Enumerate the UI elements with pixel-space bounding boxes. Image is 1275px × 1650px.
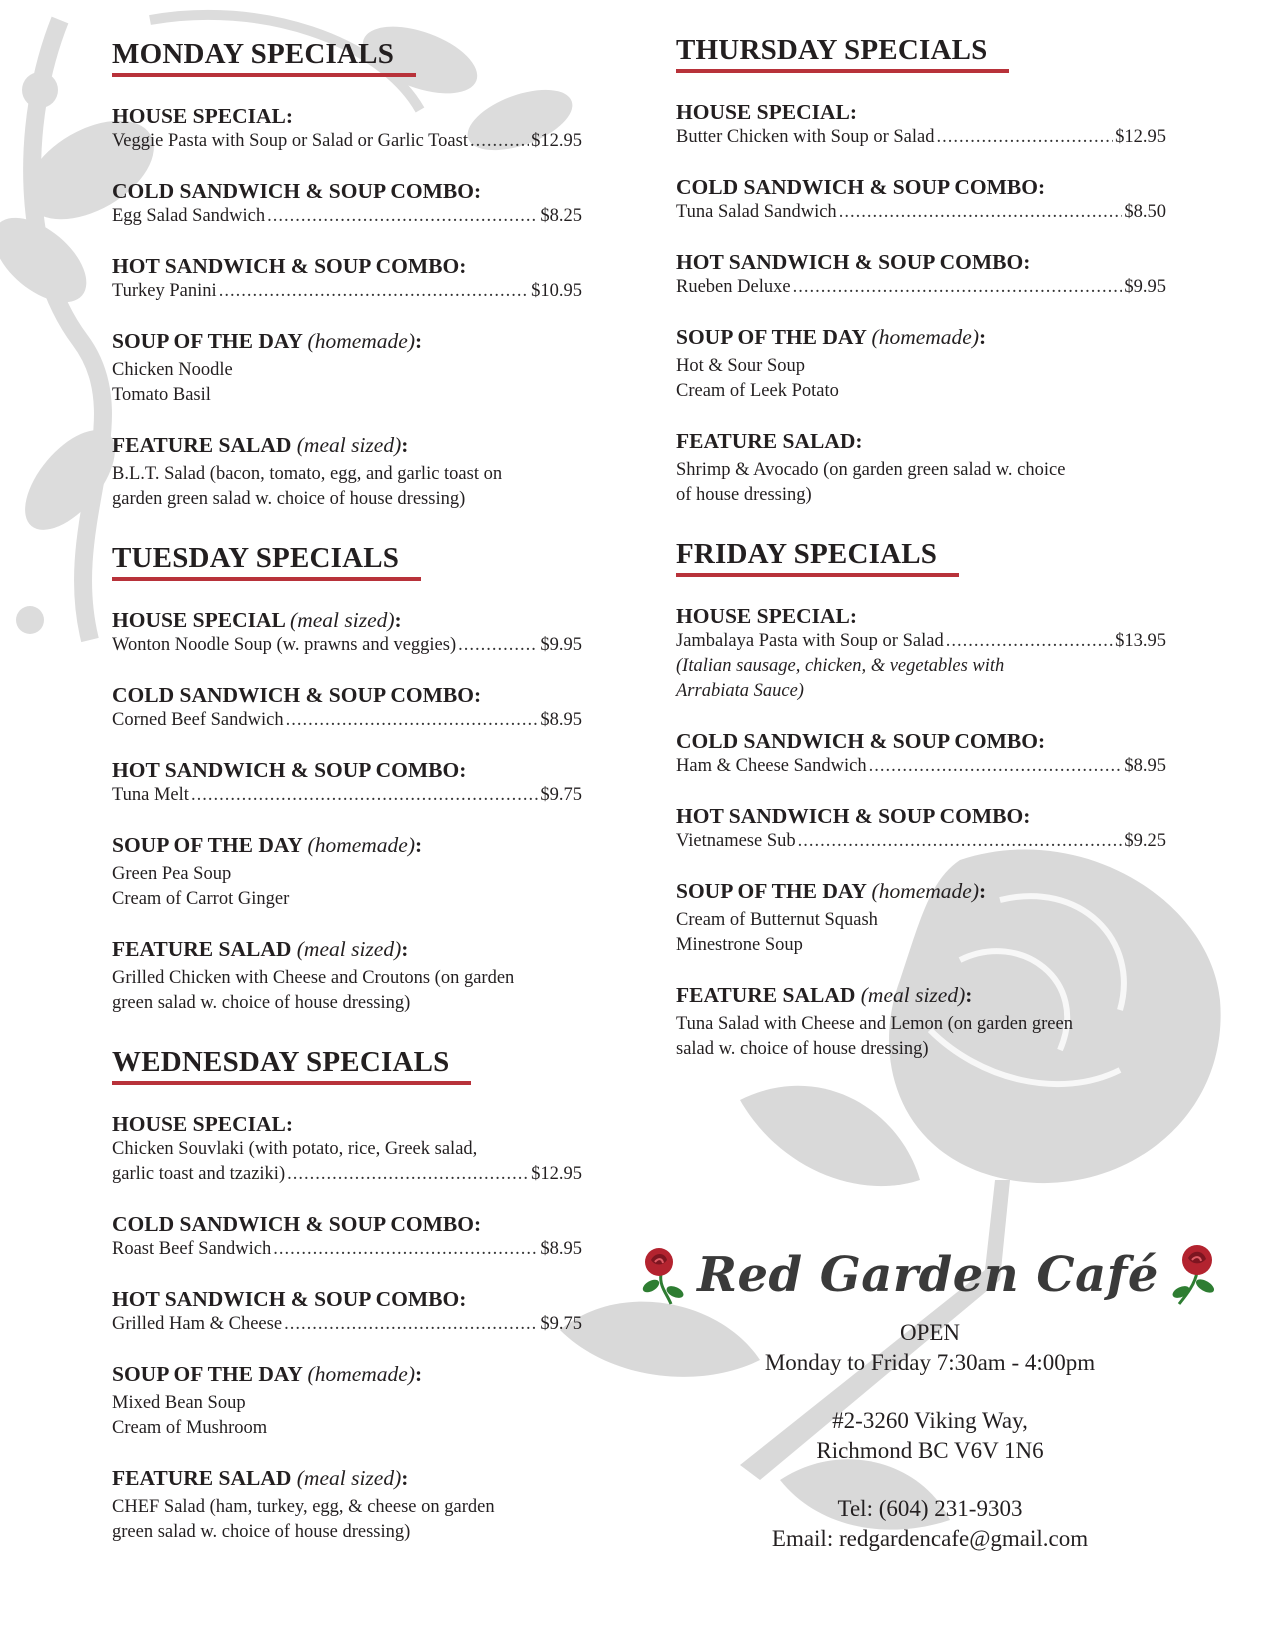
house-special-heading: HOUSE SPECIAL: <box>112 104 293 128</box>
address-line-2: Richmond BC V6V 1N6 <box>816 1438 1044 1463</box>
thursday-soup <box>676 324 1166 404</box>
red-rose-icon <box>637 1244 689 1306</box>
monday-title: MONDAY SPECIALS <box>112 38 416 77</box>
soup-heading: SOUP OF THE DAY (homemade): <box>112 329 423 353</box>
menu-item <box>112 129 582 154</box>
monday-house-special <box>112 103 582 154</box>
monday-soup <box>112 328 582 408</box>
friday-title: FRIDAY SPECIALS <box>676 538 959 577</box>
thursday-hot-combo <box>676 249 1166 300</box>
address-line-1: #2-3260 Viking Way, <box>832 1408 1028 1433</box>
wednesday-hot-combo <box>112 1286 582 1337</box>
dot-leader <box>869 754 1123 779</box>
house-special-heading: HOUSE SPECIAL (meal sized): <box>112 608 402 632</box>
soup-list: Cream of Butternut Squash Minestrone Soup <box>676 910 878 955</box>
menu-item <box>676 200 1166 225</box>
menu-item <box>112 633 582 658</box>
hot-combo-heading: HOT SANDWICH & SOUP COMBO: <box>112 758 467 782</box>
item-name: Turkey Panini <box>112 281 217 301</box>
thursday-specials <box>676 34 1166 508</box>
dot-leader <box>267 204 538 229</box>
item-price: $12.95 <box>531 131 582 151</box>
cafe-logo <box>630 1240 1230 1310</box>
soup-list: Hot & Sour Soup Cream of Leek Potato <box>676 356 839 401</box>
dot-leader <box>191 783 538 808</box>
friday-specials <box>676 538 1166 1062</box>
item-price: $13.95 <box>1115 631 1166 651</box>
cold-combo-heading: COLD SANDWICH & SOUP COMBO: <box>112 1212 482 1236</box>
salad-description: Grilled Chicken with Cheese and Croutons (on garden green salad w. choice of house dressing) <box>112 968 515 1013</box>
cold-combo-heading: COLD SANDWICH & SOUP COMBO: <box>112 683 482 707</box>
item-price: $10.95 <box>531 281 582 301</box>
hot-combo-heading: HOT SANDWICH & SOUP COMBO: <box>676 804 1031 828</box>
item-price: $9.75 <box>540 785 582 805</box>
menu-item <box>112 783 582 808</box>
house-special-heading: HOUSE SPECIAL: <box>112 1112 293 1136</box>
cold-combo-heading: COLD SANDWICH & SOUP COMBO: <box>676 175 1046 199</box>
item-price: $9.75 <box>540 1314 582 1334</box>
item-name: garlic toast and tzaziki) <box>112 1164 286 1184</box>
soup-heading: SOUP OF THE DAY (homemade): <box>112 1362 423 1386</box>
email-address: Email: redgardencafe@gmail.com <box>771 1526 1089 1551</box>
item-price: $9.95 <box>1124 277 1166 297</box>
item-name: Butter Chicken with Soup or Salad <box>676 127 935 147</box>
wednesday-house-special <box>112 1111 582 1187</box>
monday-cold-combo <box>112 178 582 229</box>
soup-heading: SOUP OF THE DAY (homemade): <box>676 325 987 349</box>
monday-specials <box>112 38 582 512</box>
item-name: Wonton Noodle Soup (w. prawns and veggies) <box>112 635 457 655</box>
wednesday-salad <box>112 1465 582 1545</box>
menu-item <box>112 1162 582 1187</box>
item-price: $9.25 <box>1124 831 1166 851</box>
item-price: $8.95 <box>540 710 582 730</box>
open-label: OPEN <box>899 1320 961 1345</box>
dot-leader <box>286 708 539 733</box>
cafe-name: Red Garden Café <box>697 1247 1159 1303</box>
menu-item <box>676 275 1166 300</box>
dot-leader <box>936 125 1113 150</box>
wednesday-title: WEDNESDAY SPECIALS <box>112 1046 471 1085</box>
friday-salad <box>676 982 1166 1062</box>
left-column <box>112 38 582 1575</box>
item-price: $8.25 <box>540 206 582 226</box>
dot-leader <box>287 1162 529 1187</box>
item-price: $8.95 <box>1124 756 1166 776</box>
cold-combo-heading: COLD SANDWICH & SOUP COMBO: <box>112 179 482 203</box>
item-description: Chicken Souvlaki (with potato, rice, Greek salad, <box>112 1139 478 1159</box>
item-name: Grilled Ham & Cheese <box>112 1314 283 1334</box>
dot-leader <box>798 829 1123 854</box>
item-name: Egg Salad Sandwich <box>112 206 266 226</box>
tuesday-house-special <box>112 607 582 658</box>
item-price: $12.95 <box>1115 127 1166 147</box>
thursday-title: THURSDAY SPECIALS <box>676 34 1009 73</box>
menu-item <box>112 204 582 229</box>
tuesday-hot-combo <box>112 757 582 808</box>
tuesday-soup <box>112 832 582 912</box>
phone-number: Tel: (604) 231-9303 <box>837 1496 1023 1521</box>
soup-heading: SOUP OF THE DAY (homemade): <box>676 879 987 903</box>
item-price: $8.95 <box>540 1239 582 1259</box>
wednesday-specials <box>112 1046 582 1545</box>
item-description: (Italian sausage, chicken, & vegetables with <box>676 656 1005 676</box>
dot-leader <box>470 129 529 154</box>
monday-salad <box>112 432 582 512</box>
tuesday-title: TUESDAY SPECIALS <box>112 542 421 581</box>
salad-heading: FEATURE SALAD (meal sized): <box>676 983 973 1007</box>
menu-item <box>676 829 1166 854</box>
item-name: Ham & Cheese Sandwich <box>676 756 867 776</box>
item-price: $12.95 <box>531 1164 582 1184</box>
menu-item <box>112 1312 582 1337</box>
menu-item <box>112 708 582 733</box>
item-name: Rueben Deluxe <box>676 277 791 297</box>
salad-heading: FEATURE SALAD (meal sized): <box>112 937 409 961</box>
salad-heading: FEATURE SALAD (meal sized): <box>112 433 409 457</box>
menu-item <box>112 279 582 304</box>
thursday-cold-combo <box>676 174 1166 225</box>
hot-combo-heading: HOT SANDWICH & SOUP COMBO: <box>676 250 1031 274</box>
item-name: Corned Beef Sandwich <box>112 710 284 730</box>
menu-item <box>112 1237 582 1262</box>
cafe-info <box>630 1240 1230 1554</box>
dot-leader <box>284 1312 538 1337</box>
tuesday-specials <box>112 542 582 1016</box>
item-price: $8.50 <box>1124 202 1166 222</box>
menu-item <box>676 754 1166 779</box>
friday-cold-combo <box>676 728 1166 779</box>
friday-hot-combo <box>676 803 1166 854</box>
salad-description: CHEF Salad (ham, turkey, egg, & cheese on garden green salad w. choice of house dressing) <box>112 1497 495 1542</box>
item-name: Tuna Salad Sandwich <box>676 202 837 222</box>
item-price: $9.95 <box>540 635 582 655</box>
menu-item <box>676 629 1166 654</box>
dot-leader <box>458 633 538 658</box>
right-column <box>676 34 1166 1092</box>
tuesday-salad <box>112 936 582 1016</box>
thursday-salad <box>676 428 1166 508</box>
item-description: Arrabiata Sauce) <box>676 681 804 701</box>
dot-leader <box>946 629 1113 654</box>
friday-soup <box>676 878 1166 958</box>
soup-list: Chicken Noodle Tomato Basil <box>112 360 233 405</box>
dot-leader <box>273 1237 538 1262</box>
soup-list: Green Pea Soup Cream of Carrot Ginger <box>112 864 290 909</box>
friday-house-special <box>676 603 1166 704</box>
dot-leader <box>219 279 529 304</box>
item-name: Veggie Pasta with Soup or Salad or Garlic Toast <box>112 131 468 151</box>
salad-heading: FEATURE SALAD (meal sized): <box>112 1466 409 1490</box>
wednesday-soup <box>112 1361 582 1441</box>
item-name: Tuna Melt <box>112 785 189 805</box>
tuesday-cold-combo <box>112 682 582 733</box>
house-special-heading: HOUSE SPECIAL: <box>676 604 857 628</box>
wednesday-cold-combo <box>112 1211 582 1262</box>
menu-item <box>676 125 1166 150</box>
soup-list: Mixed Bean Soup Cream of Mushroom <box>112 1393 268 1438</box>
thursday-house-special <box>676 99 1166 150</box>
opening-hours: Monday to Friday 7:30am - 4:00pm <box>764 1350 1096 1375</box>
hot-combo-heading: HOT SANDWICH & SOUP COMBO: <box>112 1287 467 1311</box>
item-name: Jambalaya Pasta with Soup or Salad <box>676 631 944 651</box>
cold-combo-heading: COLD SANDWICH & SOUP COMBO: <box>676 729 1046 753</box>
salad-description: Shrimp & Avocado (on garden green salad w. choice of house dressing) <box>676 460 1066 505</box>
dot-leader <box>793 275 1123 300</box>
salad-heading: FEATURE SALAD: <box>676 429 863 453</box>
hot-combo-heading: HOT SANDWICH & SOUP COMBO: <box>112 254 467 278</box>
house-special-heading: HOUSE SPECIAL: <box>676 100 857 124</box>
soup-heading: SOUP OF THE DAY (homemade): <box>112 833 423 857</box>
dot-leader <box>839 200 1123 225</box>
monday-hot-combo <box>112 253 582 304</box>
red-rose-icon <box>1167 1242 1223 1308</box>
salad-description: Tuna Salad with Cheese and Lemon (on garden green salad w. choice of house dressing) <box>676 1014 1073 1059</box>
salad-description: B.L.T. Salad (bacon, tomato, egg, and garlic toast on garden green salad w. choice of house dressing) <box>112 464 503 509</box>
item-name: Vietnamese Sub <box>676 831 796 851</box>
item-name: Roast Beef Sandwich <box>112 1239 272 1259</box>
